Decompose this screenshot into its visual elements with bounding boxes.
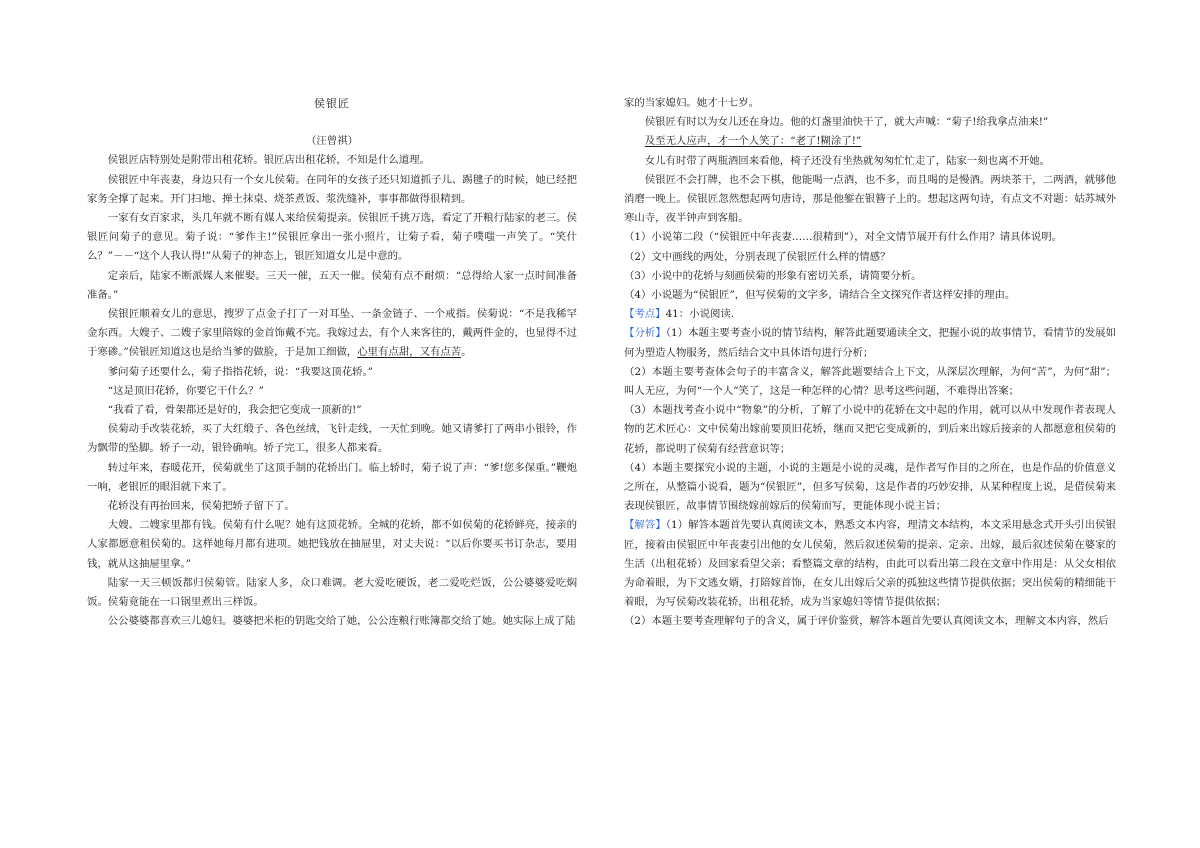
- paragraph-text: 侯银匠顺着女儿的意思，搜罗了点金子打了一对耳坠、一条金链子、一个戒指。侯菊说：“不是我稀罕金东西。大嫂子、二嫂子家里陪嫁的金首饰戴不完。我嫁过去，有个人来客往的，戴两件金的，也显得不过于寒碜。”侯银匠知道这也是给当爹的做脸，于是加工细做，: [87, 308, 577, 359]
- paragraph-text: 陆家一天三顿饭都归侯菊管。陆家人多，众口难调。老大爱吃硬饭，老二爱吃烂饭，公公婆婆爱吃焖饭。侯菊竟能在一口锅里煮出三样饭。: [87, 576, 577, 609]
- paragraph: [87, 497, 577, 516]
- paragraph: [624, 132, 1116, 151]
- section-tag: 【解答】: [624, 519, 666, 532]
- paragraph-text: （4）本题主要探究小说的主题，小说的主题是小说的灵魂，是作者写作目的之所在，也是作品的价值意义之所在，从整篇小说看，题为“侯银匠”，但多写侯菊，这是作者的巧妙安排，从某种程度上说，是借侯菊来表现侯银匠，故事情节围绕嫁前嫁后的侯菊而写，更能体现小说主旨；: [624, 461, 1116, 513]
- paragraph-text: 大嫂、二嫂家里都有钱。侯菊有什么呢？她有这顶花轿。全城的花轿，都不如侯菊的花轿鲜亮，接亲的人家都愿意租侯菊的。这样她每月都有进项。她把钱放在抽屉里，对丈夫说：“以后你要买书订杂志，要用钱，就从这抽屉里拿。”: [87, 519, 577, 570]
- author-line: （汪曾祺）: [306, 135, 358, 148]
- paragraph-text: 侯银匠不会打牌，也不会下棋，他能喝一点酒，也不多，而且喝的是慢酒。两块茶干，二两酒，就够他消磨一晚上。侯银匠忽然想起两句唐诗，那是他錾在银簪子上的。想起这两句诗，有点文不对题：姑苏城外寒山寺，夜半钟声到客船。: [624, 173, 1116, 225]
- paragraph-text: 一家有女百家求，头几年就不断有媒人来给侯菊提亲。侯银匠千挑万选，看定了开粮行陆家的老三。侯银匠问菊子的意见。菊子说：“爹作主!”侯银匠拿出一张小照片，让菊子看，菊子噗嗤一声笑了。“笑什么？”－－“这个人我认得!”从菊子的神态上，银匠知道女儿是中意的。: [87, 211, 577, 263]
- paragraph: [87, 382, 577, 401]
- paragraph: [624, 94, 1116, 113]
- paragraph: [624, 171, 1116, 229]
- paragraph-text: 公公婆婆都喜欢三儿媳妇。婆婆把米柜的钥匙交给了她，公公连粮行账簿都交给了她。她实际上成了陆: [107, 615, 576, 628]
- paragraph-text: 爹问菊子还要什么，菊子指指花轿，说：“我要这顶花轿。”: [107, 365, 373, 378]
- paragraph: [624, 152, 1116, 171]
- section-tag: 【分析】: [624, 327, 666, 340]
- underlined-text: 及至无人应声，才一个人笑了：“老了!糊涂了!”: [644, 135, 862, 148]
- title-gap: [87, 113, 577, 132]
- left-column: [87, 94, 577, 631]
- paragraph-text: 41：小说阅读.: [665, 308, 735, 321]
- paragraph-text: （1）本题主要考查小说的情节结构，解答此题要通读全文，把握小说的故事情节，看情节的发展如何为塑造人物服务，然后结合文中具体语句进行分析；: [624, 327, 1117, 359]
- paragraph-text: 侯银匠中年丧妻，身边只有一个女儿侯菊。在同年的女孩子还只知道抓子儿、踢毽子的时候，她已经把家务全撑了起来。开门扫地、掸土抹桌、烧茶煮饭、浆洗缝补，事事都做得很精到。: [87, 173, 577, 205]
- paragraph: [624, 363, 1116, 401]
- paragraph: [624, 516, 1116, 612]
- paragraph-text: （1）小说第二段（“侯银匠中年丧妻……很精到”），对全文情节展开有什么作用？请具体说明。: [624, 231, 1063, 244]
- paragraph-text: （3）小说中的花轿与刻画侯菊的形象有密切关系，请简要分析。: [624, 269, 922, 282]
- paragraph: [87, 151, 577, 170]
- paragraph: [87, 171, 577, 209]
- paragraph: [624, 286, 1116, 305]
- paragraph-text: 花轿没有再抬回来，侯菊把轿子留下了。: [107, 500, 295, 513]
- paragraph: [87, 209, 577, 267]
- paragraph: [87, 267, 577, 305]
- paragraph-text: 转过年来，春暖花开，侯菊就坐了这顶手制的花轿出门。临上轿时，菊子说了声：“爹!您多保重。”鞭炮一响，老银匠的眼泪就下来了。: [87, 461, 577, 493]
- paragraph: [87, 574, 577, 612]
- paragraph: [87, 305, 577, 363]
- paragraph: [87, 516, 577, 574]
- paragraph-text: “我看了看，骨架都还是好的，我会把它变成一顶新的!”: [107, 404, 362, 417]
- paragraph-text: 侯银匠有时以为女儿还在身边。他的灯盏里油快干了，就大声喊：“菊子!给我拿点油来!”: [644, 116, 1049, 129]
- right-column: [624, 94, 1116, 632]
- paragraph: [624, 305, 1116, 324]
- paragraph-text: （4）小说题为“侯银匠”，但写侯菊的文字多，请结合全文探究作者这样安排的理由。: [624, 289, 1016, 302]
- story-title: 侯银匠: [314, 97, 350, 110]
- paragraph: [624, 113, 1116, 132]
- paragraph-text: 女儿有时带了两瓶酒回来看他，椅子还没有坐热就匆匆忙忙走了，陆家一刻也离不开她。: [644, 154, 1051, 167]
- paragraph: [624, 612, 1116, 631]
- paragraph: [624, 324, 1116, 362]
- paragraph: [624, 401, 1116, 459]
- paragraph-text: 侯菊动手改装花轿，买了大红缎子、各色丝绒，飞针走线，一天忙到晚。她又请爹打了两串小银铃，作为飘带的坠脚。轿子一动，银铃确响。轿子完工，很多人都来看。: [87, 423, 577, 455]
- paragraph: [624, 267, 1116, 286]
- paragraph-text: （2）文中画线的两处，分别表现了侯银匠什么样的情感？: [624, 250, 891, 263]
- left-paragraphs: [87, 151, 577, 631]
- paragraph: [87, 363, 577, 382]
- paragraph: [624, 228, 1116, 247]
- paragraph: [624, 459, 1116, 517]
- paragraph: [87, 401, 577, 420]
- paragraph-text: 定亲后，陆家不断派媒人来催娶。三天一催，五天一催。侯菊有点不耐烦：“总得给人家一点时间准备准备。”: [87, 269, 577, 301]
- section-tag: 【考点】: [624, 308, 666, 321]
- paragraph: [87, 420, 577, 458]
- paragraph-text: （1）解答本题首先要认真阅读文本，熟悉文本内容，理清文本结构，本文采用悬念式开头引出侯银匠，接着由侯银匠中年丧妻引出他的女儿侯菊，然后叙述侯菊的提亲、定亲、出嫁，最后叙述侯菊在婆家的生活（出租花轿）及回家看望父亲；看整篇文章的结构，由此可以看出第二段在文章中作用是：从父女相依为命着眼，为下文逃女婿，打陪嫁首饰，在女儿出嫁后父亲的孤独这些情节提供依据；突出侯菊的精细能干着眼，为写侯菊改装花轿，出租花轿，成为当家媳妇等情节提供依据；: [624, 519, 1117, 609]
- paragraph: [624, 248, 1116, 267]
- paragraph-text: 家的当家媳妇。她才十七岁。: [624, 97, 760, 109]
- paragraph-text: 侯银匠店特别处是附带出租花轿。银匠店出租花轿，不知是什么道理。: [107, 154, 430, 167]
- underlined-text: 心里有点甜，又有点苦: [357, 346, 462, 359]
- right-paragraphs: [624, 94, 1116, 632]
- paragraph-text: （2）本题主要考查理解句子的含义，属于评价鉴赏，解答本题首先要认真阅读文本，理解文本内容，然后: [624, 615, 1109, 628]
- paragraph-text: （2）本题主要考查体会句子的丰富含义，解答此题要结合上下文，从深层次理解，为何“苦”，为何“甜”；叫人无应，为何“一个人”笑了，这是一种怎样的心情？思考这些问题，不难得出答案；: [624, 365, 1116, 398]
- paragraph: [87, 459, 577, 497]
- paragraph-text-tail: 。: [461, 346, 472, 359]
- paragraph-text: “这是顶旧花轿，你要它干什么？”: [107, 384, 264, 397]
- paragraph: [87, 612, 577, 631]
- paragraph-text: （3）本题找考查小说中“物象”的分析，了解了小说中的花轿在文中起的作用，就可以从中发现作者表现人物的艺术匠心：文中侯菊出嫁前要顶旧花轿，继而又把它变成新的，到后来出嫁后接亲的人都愿意租侯菊的花轿，都说明了侯菊有经营意识等；: [624, 404, 1116, 455]
